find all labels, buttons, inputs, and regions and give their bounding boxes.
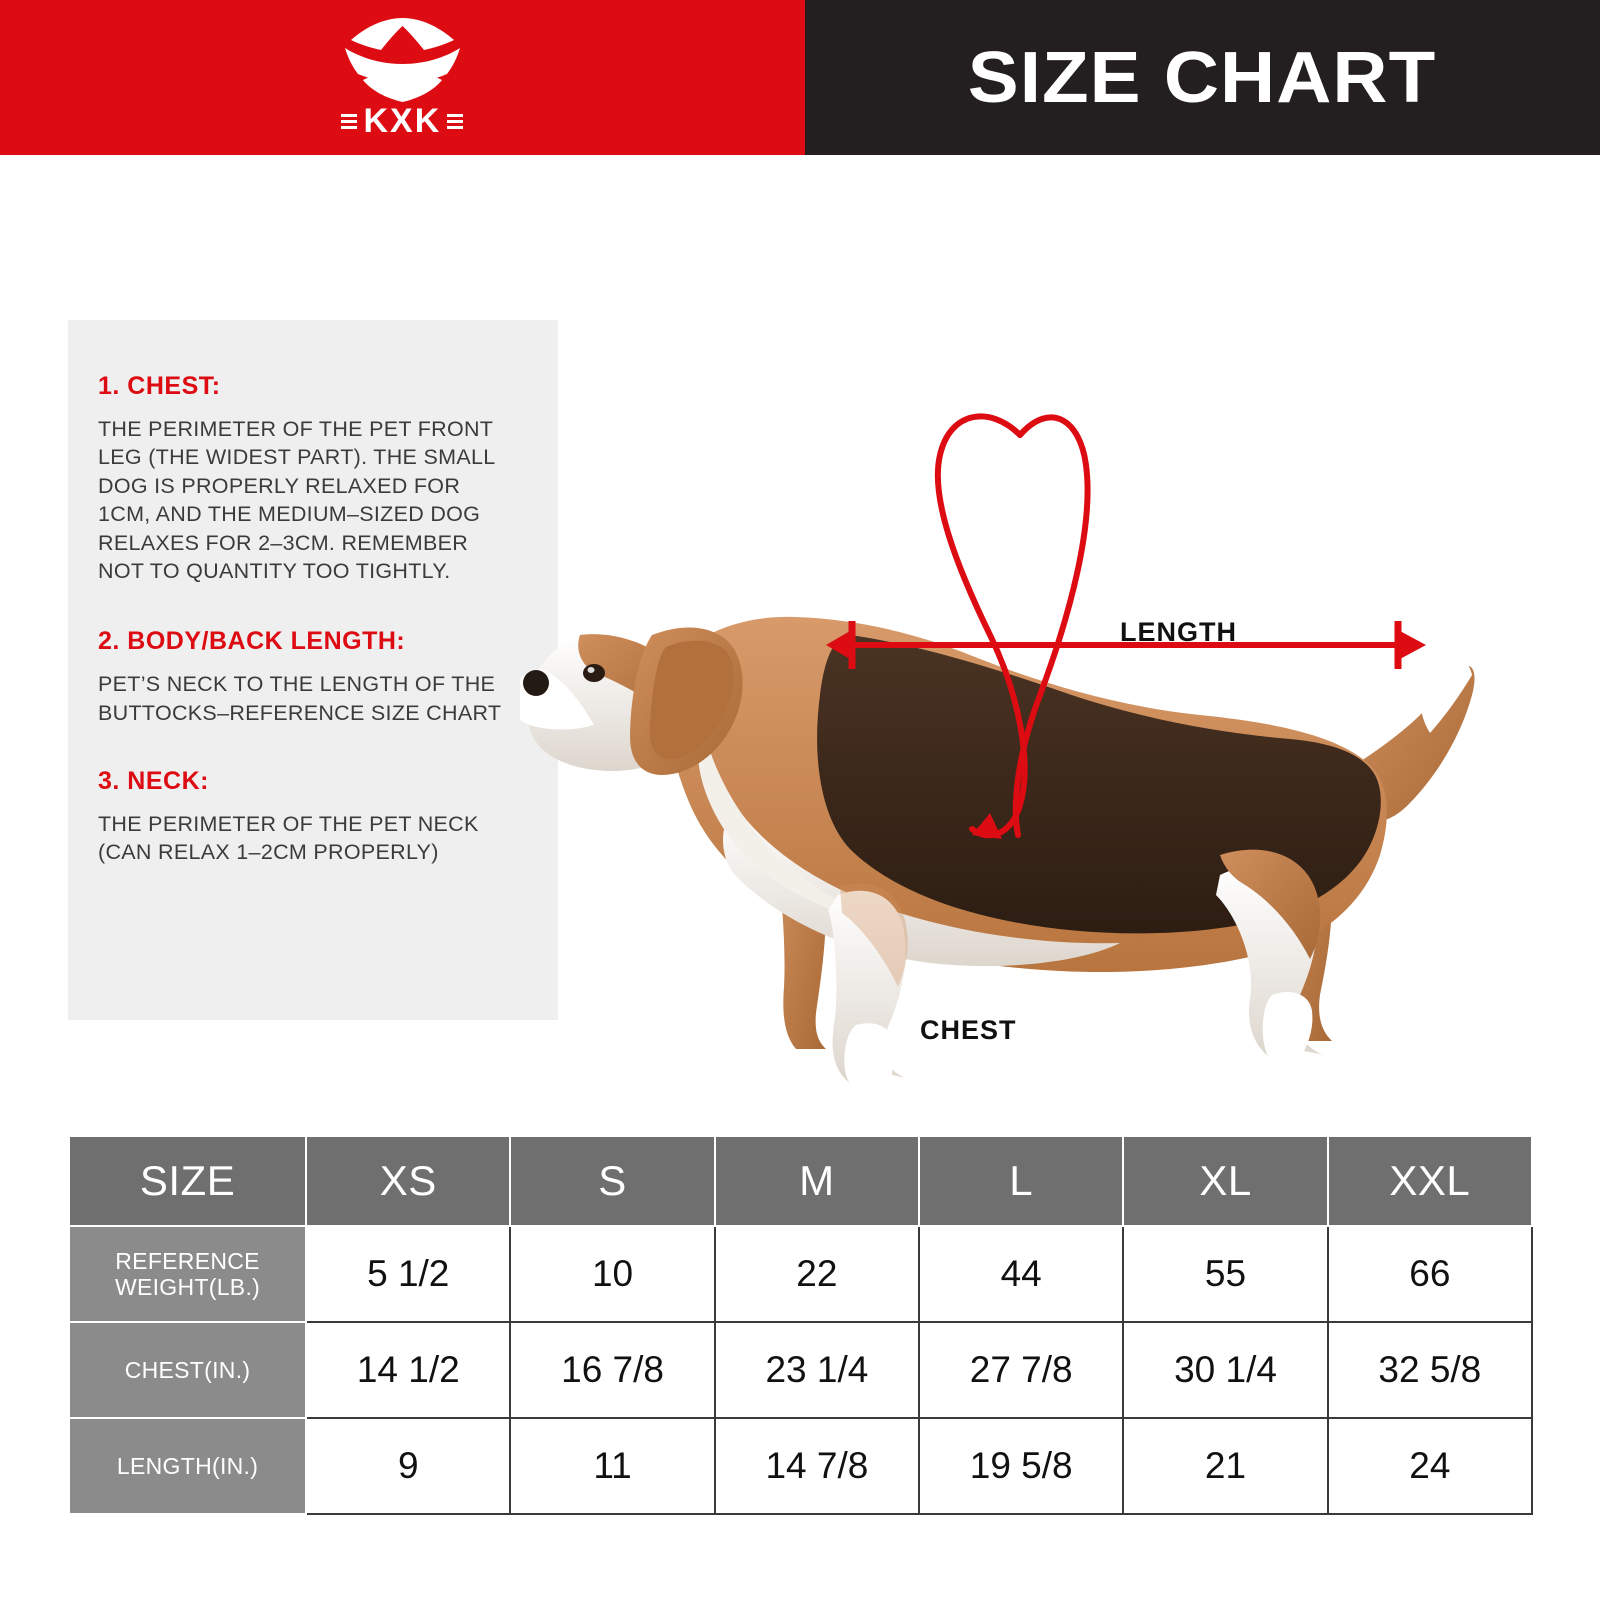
cell-weight-m: 22 — [715, 1226, 919, 1322]
cell-chest-m: 23 1/4 — [715, 1322, 919, 1418]
cell-length-s: 11 — [510, 1418, 714, 1514]
brand-word-text: KXK — [363, 102, 442, 140]
th-s: S — [510, 1136, 714, 1226]
instruction-heading-length: 2. BODY/BACK LENGTH: — [98, 627, 406, 656]
cell-weight-xxl: 66 — [1328, 1226, 1532, 1322]
cell-weight-xl: 55 — [1123, 1226, 1327, 1322]
page-header — [0, 0, 1600, 155]
table-row — [69, 1418, 1532, 1514]
cell-length-xl: 21 — [1123, 1418, 1327, 1514]
table-row — [69, 1226, 1532, 1322]
row-label-chest: CHEST(IN.) — [69, 1322, 306, 1418]
main-content — [0, 155, 1600, 1155]
title-panel — [805, 0, 1600, 155]
chest-label: CHEST — [920, 1015, 1017, 1045]
cell-length-xxl: 24 — [1328, 1418, 1532, 1514]
instruction-body-length: PET’S NECK TO THE LENGTH OF THE BUTTOCKS–REFERENCE SIZE CHART — [98, 672, 502, 725]
th-xs: XS — [306, 1136, 510, 1226]
cell-chest-xl: 30 1/4 — [1123, 1322, 1327, 1418]
measurement-instructions-panel — [68, 320, 558, 1020]
th-m: M — [715, 1136, 919, 1226]
cell-chest-l: 27 7/8 — [919, 1322, 1123, 1418]
logo-right-bars-icon — [447, 114, 463, 129]
th-l: L — [919, 1136, 1123, 1226]
row-label-length: LENGTH(IN.) — [69, 1418, 306, 1514]
logo-left-bars-icon — [341, 114, 357, 129]
instruction-body-neck: THE PERIMETER OF THE PET NECK (CAN RELAX 1–2CM PROPERLY) — [98, 812, 479, 865]
brand-wordmark — [341, 102, 463, 141]
cell-length-m: 14 7/8 — [715, 1418, 919, 1514]
cell-weight-xs: 5 1/2 — [306, 1226, 510, 1322]
th-xxl: XXL — [1328, 1136, 1532, 1226]
cell-chest-xxl: 32 5/8 — [1328, 1322, 1532, 1418]
cell-weight-l: 44 — [919, 1226, 1123, 1322]
size-chart-table-wrap — [68, 1135, 1533, 1515]
table-row — [69, 1322, 1532, 1418]
cell-weight-s: 10 — [510, 1226, 714, 1322]
instruction-heading-neck: 3. NECK: — [98, 767, 209, 795]
instruction-body-chest: THE PERIMETER OF THE PET FRONT LEG (THE WIDEST PART). THE SMALL DOG IS PROPERLY RELAXED FOR 1CM, AND THE MEDIUM–SIZED DOG RELAXES FOR 2–3CM. REMEMBER NOT TO QUANTITY TOO TIGHTLY. — [98, 417, 495, 583]
kxk-logo-icon — [315, 14, 490, 106]
dog-measurement-diagram — [520, 335, 1540, 1095]
th-size: SIZE — [69, 1136, 306, 1226]
cell-chest-s: 16 7/8 — [510, 1322, 714, 1418]
length-label: LENGTH — [1120, 617, 1237, 647]
table-header-row — [69, 1136, 1532, 1226]
instruction-heading-chest: 1. CHEST: — [98, 372, 221, 400]
cell-chest-xs: 14 1/2 — [306, 1322, 510, 1418]
th-xl: XL — [1123, 1136, 1327, 1226]
brand-panel — [0, 0, 805, 155]
size-chart-table — [68, 1135, 1533, 1515]
row-label-weight: REFERENCE WEIGHT(LB.) — [69, 1226, 306, 1322]
page-title: SIZE CHART — [968, 37, 1437, 118]
cell-length-xs: 9 — [306, 1418, 510, 1514]
dog-illustration — [520, 335, 1540, 1095]
cell-length-l: 19 5/8 — [919, 1418, 1123, 1514]
brand-logo — [297, 13, 507, 143]
